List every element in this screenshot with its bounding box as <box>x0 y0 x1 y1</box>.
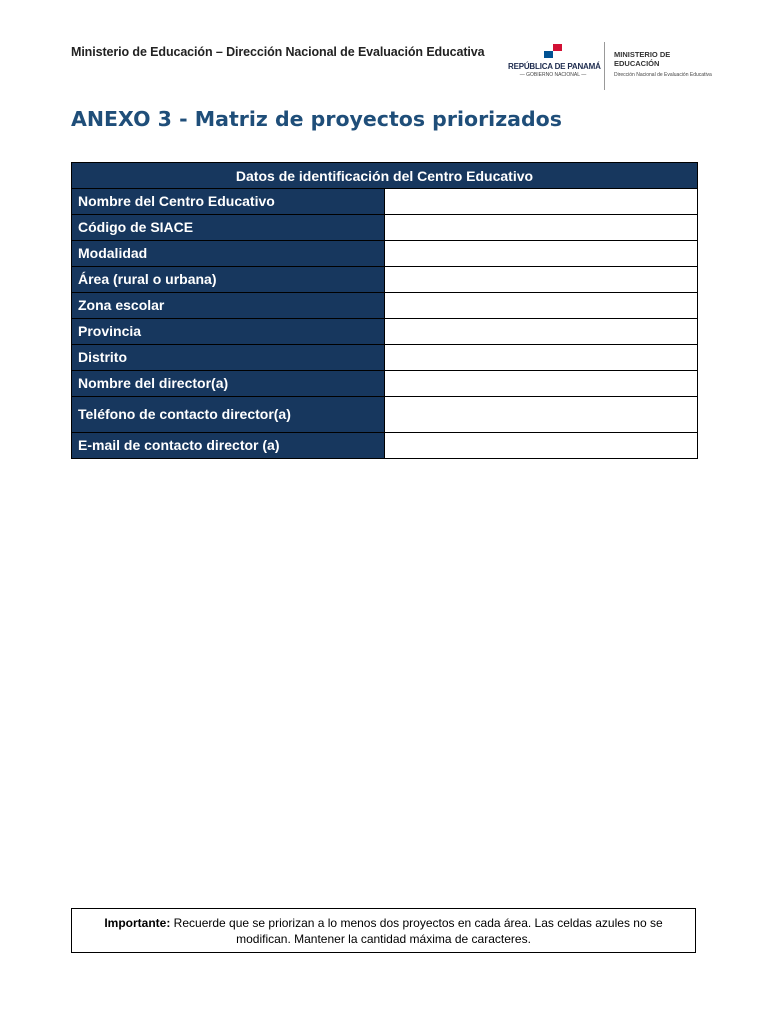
identification-table <box>71 162 698 459</box>
table-row <box>72 189 698 215</box>
panama-flag-icon <box>544 44 562 58</box>
field-email-director[interactable] <box>385 433 698 459</box>
field-modalidad[interactable] <box>385 241 698 267</box>
field-telefono-director[interactable] <box>385 397 698 433</box>
field-nombre-centro[interactable] <box>385 189 698 215</box>
table-row <box>72 293 698 319</box>
note-bold-label: Importante: <box>104 916 171 930</box>
table-row <box>72 319 698 345</box>
logo-divider <box>604 42 605 90</box>
ministerio-logo <box>614 50 712 78</box>
row-label-distrito: Distrito <box>72 345 385 371</box>
table-row <box>72 371 698 397</box>
page-title: ANEXO 3 - Matriz de proyectos priorizados <box>71 107 562 131</box>
row-label-modalidad: Modalidad <box>72 241 385 267</box>
republica-logo-title: REPÚBLICA DE PANAMÁ <box>508 62 601 71</box>
table-row <box>72 433 698 459</box>
row-label-telefono-director: Teléfono de contacto director(a) <box>72 397 385 433</box>
table-row <box>72 267 698 293</box>
header-logos <box>508 42 718 92</box>
ministerio-logo-subtitle: Dirección Nacional de Evaluación Educativa <box>614 72 712 78</box>
republica-logo <box>508 44 601 78</box>
header-ministry-line: Ministerio de Educación – Dirección Nacional de Evaluación Educativa <box>71 45 485 59</box>
table-row <box>72 241 698 267</box>
field-area[interactable] <box>385 267 698 293</box>
row-label-codigo-siace: Código de SIACE <box>72 215 385 241</box>
field-zona-escolar[interactable] <box>385 293 698 319</box>
table-row <box>72 345 698 371</box>
table-row <box>72 397 698 433</box>
field-distrito[interactable] <box>385 345 698 371</box>
important-note <box>71 908 696 953</box>
republica-logo-subtitle: — GOBIERNO NACIONAL — <box>519 72 587 78</box>
field-provincia[interactable] <box>385 319 698 345</box>
row-label-nombre-centro: Nombre del Centro Educativo <box>72 189 385 215</box>
row-label-zona-escolar: Zona escolar <box>72 293 385 319</box>
row-label-area: Área (rural o urbana) <box>72 267 385 293</box>
field-nombre-director[interactable] <box>385 371 698 397</box>
ministerio-logo-line1: MINISTERIO DE <box>614 50 671 59</box>
field-codigo-siace[interactable] <box>385 215 698 241</box>
table-row <box>72 215 698 241</box>
note-text: Recuerde que se priorizan a lo menos dos proyectos en cada área. Las celdas azules no se modifican. Mantener la cantidad máxima de caracteres. <box>170 916 663 946</box>
row-label-provincia: Provincia <box>72 319 385 345</box>
table-header: Datos de identificación del Centro Educativo <box>72 163 698 189</box>
row-label-email-director: E-mail de contacto director (a) <box>72 433 385 459</box>
row-label-nombre-director: Nombre del director(a) <box>72 371 385 397</box>
ministerio-logo-line2: EDUCACIÓN <box>614 59 660 68</box>
